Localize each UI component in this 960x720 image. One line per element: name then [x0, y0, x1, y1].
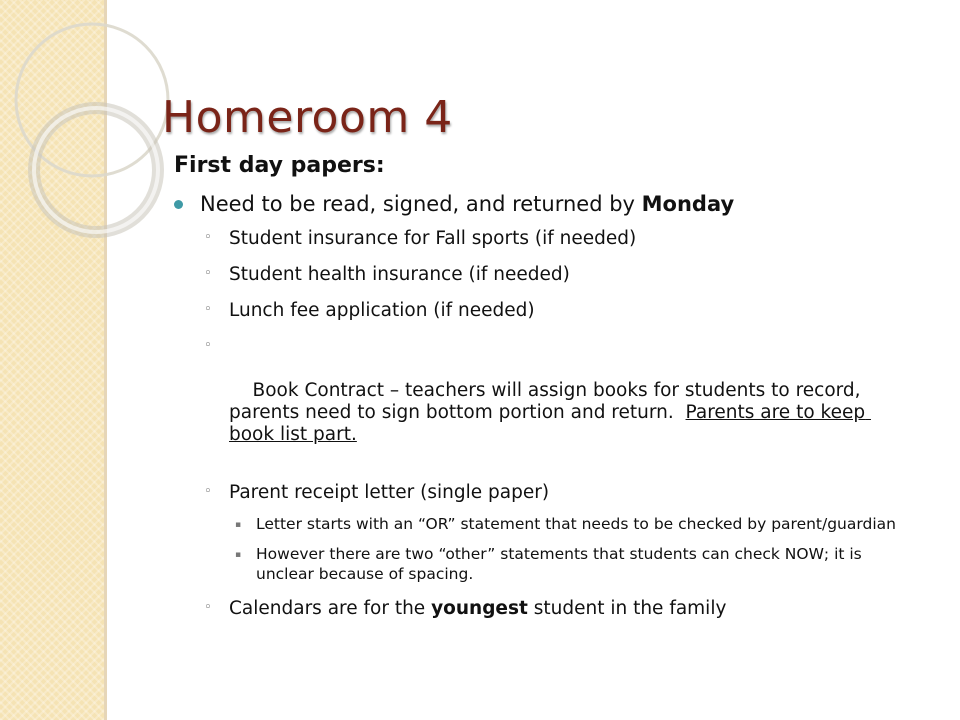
- list-item-text: Student insurance for Fall sports (if needed): [229, 228, 637, 249]
- ring-bullet-icon: ◦: [204, 302, 212, 317]
- sub-list-item-text: Letter starts with an “OR” statement that needs to be checked by parent/guardian: [256, 515, 896, 533]
- list-item: [174, 264, 904, 286]
- sub-list-item-text: However there are two “other” statements that students can check NOW; it is unclear because of spacing.: [256, 545, 862, 583]
- main-bullet-emphasis: Monday: [641, 192, 735, 216]
- main-bullet: [174, 190, 904, 218]
- list-item-text: Student health insurance (if needed): [229, 264, 570, 285]
- list-item-text-end: student in the family: [527, 598, 727, 619]
- ring-bullet-icon: ◦: [204, 230, 212, 245]
- main-bullet-text: Need to be read, signed, and returned by: [200, 192, 642, 216]
- ring-bullet-icon: ◦: [204, 600, 212, 615]
- square-bullet-icon: ▪: [235, 550, 242, 560]
- slide-body: [174, 152, 904, 634]
- decorative-sidebar: [0, 0, 104, 720]
- ring-bullet-icon: ◦: [204, 338, 212, 353]
- list-item-text: Book Contract – teachers will assign books for students to record, parents need to sign bottom portion and return.: [229, 380, 867, 423]
- list-item: [174, 300, 904, 322]
- square-bullet-icon: ▪: [235, 520, 242, 530]
- list-item-text: Parent receipt letter (single paper): [229, 482, 550, 503]
- emphasis-youngest: youngest: [431, 598, 528, 619]
- ring-bullet-icon: ◦: [204, 266, 212, 281]
- slide-title: Homeroom 4: [162, 92, 453, 143]
- sidebar-edge: [104, 0, 107, 720]
- section-heading: First day papers:: [174, 153, 385, 178]
- sub-list-item: [174, 544, 904, 584]
- list-item: [174, 598, 904, 620]
- sub-list-item: [174, 514, 904, 534]
- ring-bullet-icon: ◦: [204, 484, 212, 499]
- list-item-text: Calendars are for the: [229, 598, 432, 619]
- list-item: [174, 336, 904, 468]
- list-item: [174, 228, 904, 250]
- list-item-text: Lunch fee application (if needed): [229, 300, 535, 321]
- list-item: [174, 482, 904, 504]
- underlined-note: Parents are to keep book list part.: [229, 402, 871, 445]
- bullet-dot-icon: [174, 200, 183, 209]
